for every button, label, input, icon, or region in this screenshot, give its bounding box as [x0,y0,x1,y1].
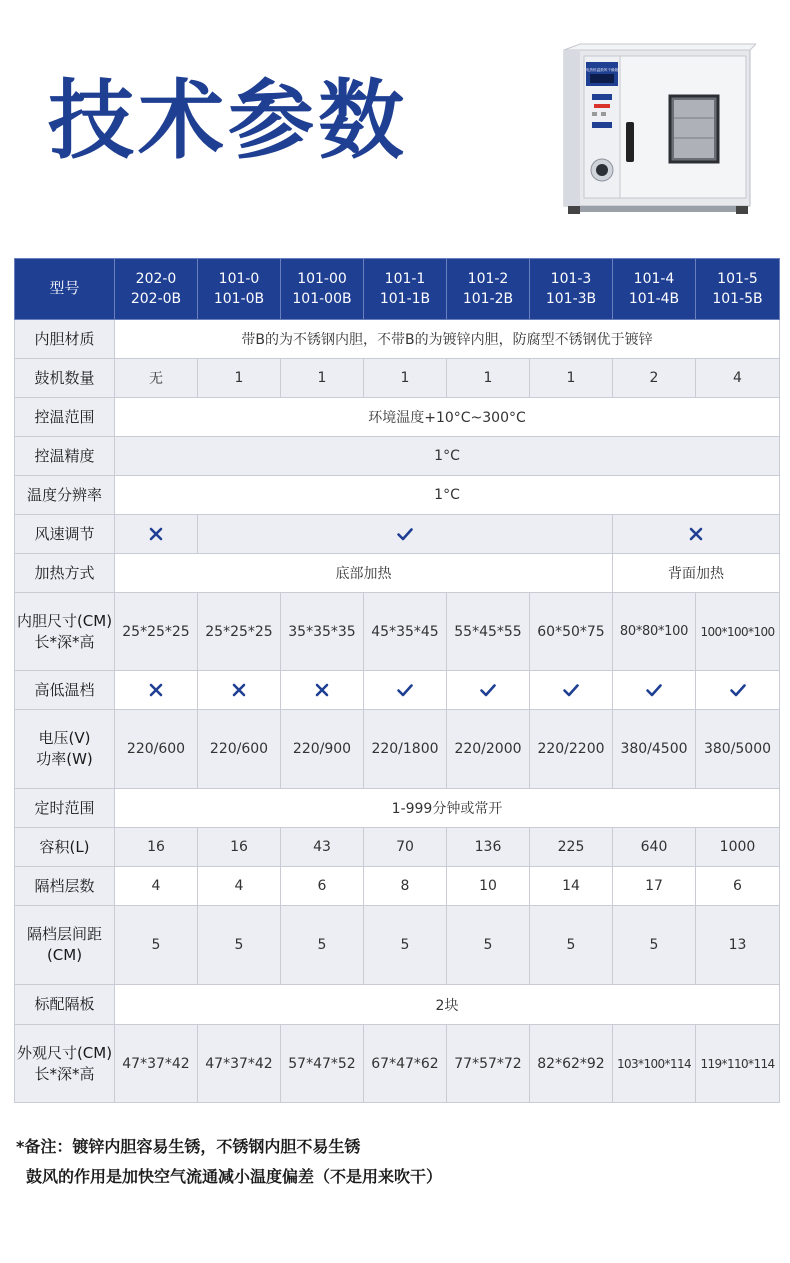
voltage-power-cell: 220/600 [115,710,198,789]
row-wind-speed [15,515,780,554]
liner-size-cell: 35*35*35 [281,593,364,671]
volume-cell: 640 [613,828,696,867]
volume-cell: 136 [447,828,530,867]
cross-icon [313,681,331,699]
label-liner-size: 内胆尺寸(CM) 长*深*高 [15,593,115,671]
shelf-spacing-cell: 5 [447,906,530,985]
page-title: 技术参数 [48,71,408,171]
voltage-power-cell: 220/1800 [364,710,447,789]
hi-lo-temp-cell [613,671,696,710]
cross-icon [230,681,248,699]
std-shelves-value: 2块 [115,985,780,1025]
voltage-power-cell: 220/600 [198,710,281,789]
check-icon [396,525,414,543]
liner-material-value: 带B的为不锈钢内胆，不带B的为镀锌内胆，防腐型不锈钢优于镀锌 [115,320,780,359]
oven-panel-label: 电热恒温鼓风干燥箱 [585,68,619,72]
liner-size-cell: 80*80*100 [613,593,696,671]
shelf-spacing-cell: 5 [530,906,613,985]
spec-table [14,258,780,1103]
outer-size-cell: 47*37*42 [198,1025,281,1103]
hi-lo-temp-cell [530,671,613,710]
row-temp-resolution [15,476,780,515]
timer-value: 1-999分钟或常开 [115,789,780,828]
row-std-shelves [15,985,780,1025]
volume-cell: 225 [530,828,613,867]
row-model [15,259,780,320]
outer-size-cell: 47*37*42 [115,1025,198,1103]
voltage-power-cell: 220/900 [281,710,364,789]
check-icon [729,681,747,699]
outer-size-cell: 57*47*52 [281,1025,364,1103]
model-cell: 101-5 101-5B [696,259,780,320]
voltage-power-cell: 380/5000 [696,710,780,789]
volume-cell: 1000 [696,828,780,867]
shelf-layers-cell: 4 [115,867,198,906]
cross-icon [147,681,165,699]
liner-size-cell: 100*100*100 [696,593,780,671]
model-cell: 101-00 101-00B [281,259,364,320]
volume-cell: 16 [198,828,281,867]
label-temp-resolution: 温度分辨率 [15,476,115,515]
fan-count-cell: 2 [613,359,696,398]
heating-back-value: 背面加热 [613,554,780,593]
temp-resolution-value: 1°C [115,476,780,515]
label-volume: 容积(L) [15,828,115,867]
outer-size-cell: 77*57*72 [447,1025,530,1103]
outer-size-cell: 119*110*114 [696,1025,780,1103]
label-std-shelves: 标配隔板 [15,985,115,1025]
volume-cell: 43 [281,828,364,867]
shelf-layers-cell: 6 [696,867,780,906]
fan-count-cell: 1 [364,359,447,398]
row-outer-size [15,1025,780,1103]
check-icon [645,681,663,699]
wind-speed-cell [115,515,198,554]
row-hi-lo-temp [15,671,780,710]
shelf-spacing-cell: 5 [364,906,447,985]
row-volume [15,828,780,867]
shelf-spacing-cell: 5 [115,906,198,985]
check-icon [396,681,414,699]
row-voltage-power [15,710,780,789]
outer-size-cell: 103*100*114 [613,1025,696,1103]
wind-speed-cell [613,515,780,554]
hi-lo-temp-cell [696,671,780,710]
label-shelf-spacing: 隔档层间距 (CM) [15,906,115,985]
note-line-2: 鼓风的作用是加快空气流通减小温度偏差（不是用来吹干） [26,1167,443,1186]
fan-count-cell: 1 [281,359,364,398]
shelf-layers-cell: 10 [447,867,530,906]
outer-size-cell: 67*47*62 [364,1025,447,1103]
voltage-power-cell: 220/2200 [530,710,613,789]
label-shelf-layers: 隔档层数 [15,867,115,906]
shelf-layers-cell: 14 [530,867,613,906]
fan-count-cell: 1 [530,359,613,398]
row-liner-size [15,593,780,671]
shelf-spacing-cell: 5 [281,906,364,985]
hi-lo-temp-cell [447,671,530,710]
label-temp-precision: 控温精度 [15,437,115,476]
hi-lo-temp-cell [198,671,281,710]
volume-cell: 70 [364,828,447,867]
row-timer [15,789,780,828]
liner-size-cell: 25*25*25 [115,593,198,671]
fan-count-cell: 4 [696,359,780,398]
volume-cell: 16 [115,828,198,867]
row-heating [15,554,780,593]
voltage-power-cell: 220/2000 [447,710,530,789]
voltage-power-cell: 380/4500 [613,710,696,789]
note-line-1: *备注：镀锌内胆容易生锈，不锈钢内胆不易生锈 [16,1137,361,1156]
heating-bottom-value: 底部加热 [115,554,613,593]
check-icon [479,681,497,699]
wind-speed-cell [198,515,613,554]
liner-size-cell: 55*45*55 [447,593,530,671]
oven-image [560,42,756,220]
liner-size-cell: 25*25*25 [198,593,281,671]
label-outer-size: 外观尺寸(CM) 长*深*高 [15,1025,115,1103]
label-fan-count: 鼓机数量 [15,359,115,398]
label-wind-speed: 风速调节 [15,515,115,554]
temp-precision-value: 1°C [115,437,780,476]
row-fan-count [15,359,780,398]
fan-count-cell: 无 [115,359,198,398]
label-liner-material: 内胆材质 [15,320,115,359]
temp-range-value: 环境温度+10°C~300°C [115,398,780,437]
shelf-layers-cell: 6 [281,867,364,906]
shelf-spacing-cell: 5 [613,906,696,985]
label-model: 型号 [15,259,115,320]
outer-size-cell: 82*62*92 [530,1025,613,1103]
model-cell: 101-0 101-0B [198,259,281,320]
row-temp-precision [15,437,780,476]
label-temp-range: 控温范围 [15,398,115,437]
shelf-layers-cell: 4 [198,867,281,906]
model-cell: 101-3 101-3B [530,259,613,320]
cross-icon [147,525,165,543]
hi-lo-temp-cell [115,671,198,710]
row-liner-material [15,320,780,359]
shelf-spacing-cell: 5 [198,906,281,985]
row-shelf-layers [15,867,780,906]
model-cell: 101-1 101-1B [364,259,447,320]
hi-lo-temp-cell [281,671,364,710]
check-icon [562,681,580,699]
model-cell: 101-2 101-2B [447,259,530,320]
shelf-layers-cell: 17 [613,867,696,906]
shelf-spacing-cell: 13 [696,906,780,985]
model-cell: 202-0 202-0B [115,259,198,320]
liner-size-cell: 60*50*75 [530,593,613,671]
row-shelf-spacing [15,906,780,985]
fan-count-cell: 1 [447,359,530,398]
cross-icon [687,525,705,543]
label-hi-lo-temp: 高低温档 [15,671,115,710]
shelf-layers-cell: 8 [364,867,447,906]
label-heating: 加热方式 [15,554,115,593]
model-cell: 101-4 101-4B [613,259,696,320]
hi-lo-temp-cell [364,671,447,710]
liner-size-cell: 45*35*45 [364,593,447,671]
fan-count-cell: 1 [198,359,281,398]
label-timer: 定时范围 [15,789,115,828]
label-voltage-power: 电压(V) 功率(W) [15,710,115,789]
row-temp-range [15,398,780,437]
